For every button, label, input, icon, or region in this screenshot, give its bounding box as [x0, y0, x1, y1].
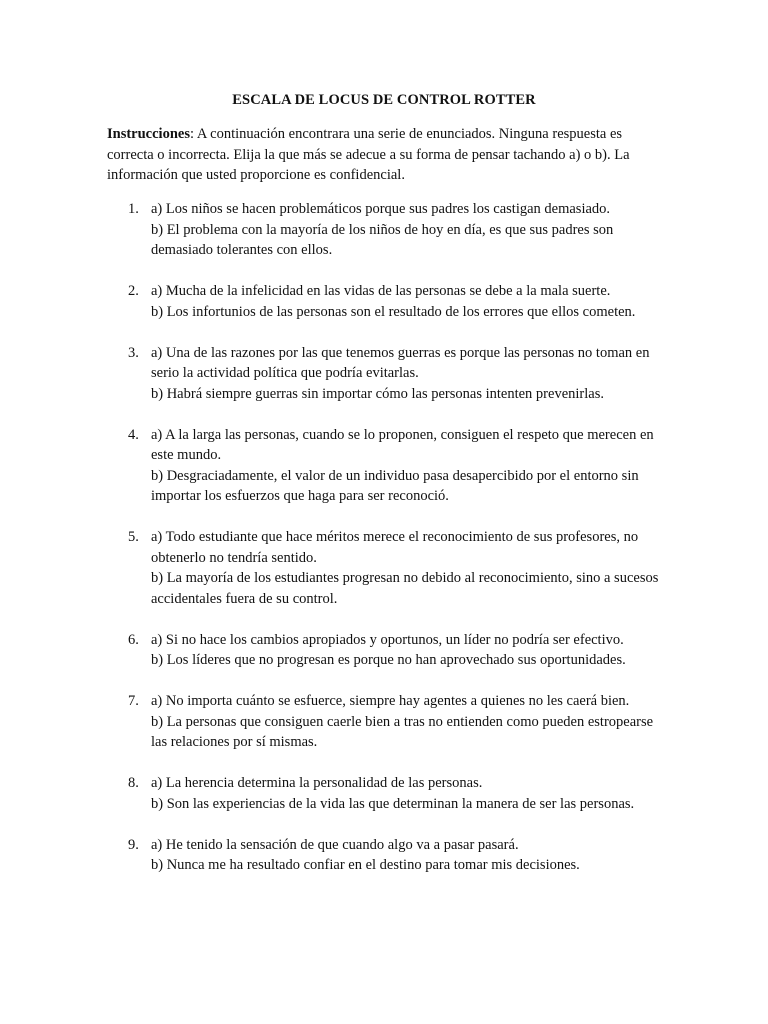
option-a: a) He tenido la sensación de que cuando algo va a pasar pasará. — [151, 836, 519, 853]
question-number: 4. — [128, 426, 139, 443]
question-item — [107, 835, 672, 876]
option-a: a) Mucha de la infelicidad en las vidas de las personas se debe a la mala suerte. — [151, 283, 611, 299]
option-b: b) Nunca me ha resultado confiar en el destino para tomar mis decisiones. — [151, 857, 580, 873]
option-a: a) A la larga las personas, cuando se lo proponen, consiguen el respeto que merecen en este mundo. — [151, 426, 654, 463]
option-b: b) La personas que consiguen caerle bien a tras no entienden como pueden estropearse las relaciones por sí mismas. — [151, 713, 654, 750]
question-number: 8. — [128, 775, 139, 791]
question-item — [107, 630, 672, 671]
question-item — [107, 773, 672, 814]
question-number: 9. — [128, 836, 139, 853]
option-b: b) Los líderes que no progresan es porque no han aprovechado sus oportunidades. — [151, 652, 626, 668]
option-b: b) Habrá siempre guerras sin importar cómo las personas intenten prevenirlas. — [151, 385, 604, 402]
option-b: b) Desgraciadamente, el valor de un individuo pasa desapercibido por el entorno sin importar los esfuerzos que haga para ser reconoció. — [151, 467, 639, 504]
question-item — [107, 425, 672, 507]
question-item — [107, 343, 672, 405]
option-a: a) Todo estudiante que hace méritos merece el reconocimiento de sus profesores, no obtenerlo no tendría sentido. — [151, 529, 639, 566]
option-a: a) No importa cuánto se esfuerce, siempre hay agentes a quienes no les caerá bien. — [151, 693, 630, 709]
question-item — [107, 527, 672, 609]
question-number: 1. — [128, 201, 139, 217]
instructions-label: Instrucciones — [107, 126, 190, 142]
question-number: 7. — [128, 693, 139, 709]
option-b: b) La mayoría de los estudiantes progresan no debido al reconocimiento, sino a sucesos accidentales fuera de su control. — [151, 570, 659, 607]
question-item — [107, 199, 672, 261]
question-number: 2. — [128, 283, 139, 299]
questionnaire-list — [107, 199, 672, 896]
option-b: b) El problema con la mayoría de los niños de hoy en día, es que sus padres son demasiado tolerantes con ellos. — [151, 221, 614, 258]
option-a: a) Si no hace los cambios apropiados y oportunos, un líder no podría ser efectivo. — [151, 631, 624, 648]
instructions-paragraph — [107, 124, 667, 186]
question-number: 3. — [128, 344, 139, 361]
option-a: a) Los niños se hacen problemáticos porque sus padres los castigan demasiado. — [151, 201, 611, 217]
question-item — [107, 691, 672, 753]
question-item — [107, 281, 672, 322]
instructions-text: : A continuación encontrara una serie de enunciados. Ninguna respuesta es correcta o incorrecta. Elija la que más se adecue a su forma de pensar tachando a) o b). La información que usted proporcione es confidencial. — [107, 126, 630, 183]
option-b: b) Son las experiencias de la vida las que determinan la manera de ser las personas. — [151, 795, 635, 812]
question-number: 6. — [128, 631, 139, 648]
question-number: 5. — [128, 529, 139, 545]
option-b: b) Los infortunios de las personas son el resultado de los errores que ellos cometen. — [151, 303, 636, 320]
option-a: a) Una de las razones por las que tenemos guerras es porque las personas no toman en serio la actividad política que podría evitarlas. — [151, 344, 650, 381]
document-title: ESCALA DE LOCUS DE CONTROL ROTTER — [232, 92, 536, 108]
option-a: a) La herencia determina la personalidad de las personas. — [151, 775, 483, 791]
